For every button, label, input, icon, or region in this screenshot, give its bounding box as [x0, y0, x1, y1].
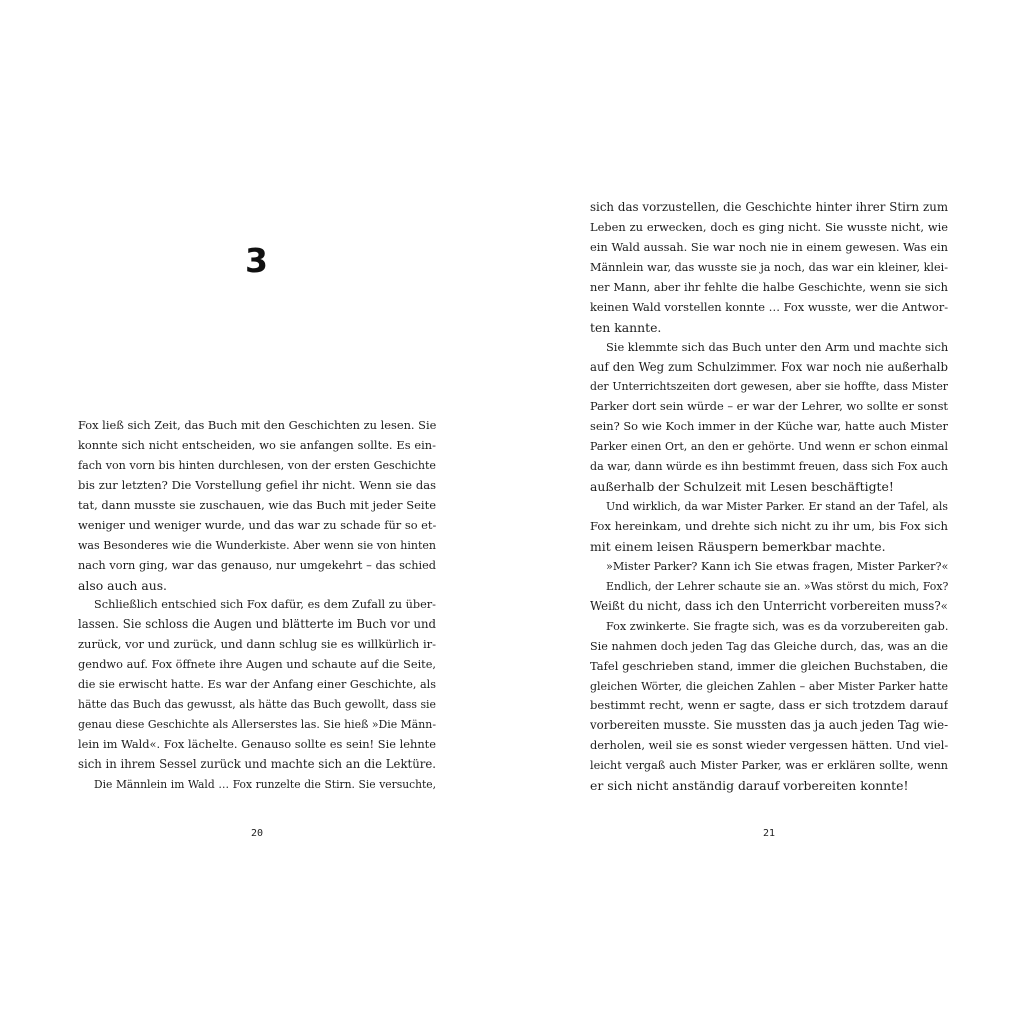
text-line: außerhalb der Schulzeit mit Lesen beschäftigte!	[590, 479, 894, 495]
text-line: sich in ihrem Sessel zurück und machte sich an die Lektüre.	[78, 756, 436, 771]
text-line: vorbereiten musste. Sie mussten das ja auch jeden Tag wie-	[590, 718, 948, 733]
text-line: fach von vorn bis hinten durchlesen, von der ersten Geschichte	[78, 458, 436, 472]
right-page-number: 21	[762, 828, 776, 839]
text-line: Sie nahmen doch jeden Tag das Gleiche durch, das, was an die	[590, 639, 948, 653]
text-line: die sie erwischt hatte. Es war der Anfang einer Geschichte, als	[78, 678, 436, 692]
text-line: »Mister Parker? Kann ich Sie etwas fragen, Mister Parker?«	[606, 559, 948, 573]
text-line: Fox hereinkam, und drehte sich nicht zu ihr um, bis Fox sich	[590, 519, 948, 533]
text-line: derholen, weil sie es sonst wieder vergessen hätten. Und viel-	[590, 738, 948, 753]
text-line: genau diese Geschichte als Allerserstes las. Sie hieß »Die Männ-	[78, 718, 436, 732]
text-line: ten kannte.	[590, 319, 662, 335]
text-line: Fox ließ sich Zeit, das Buch mit den Geschichten zu lesen. Sie	[78, 418, 436, 432]
text-line: Weißt du nicht, dass ich den Unterricht vorbereiten muss?«	[590, 598, 948, 613]
text-line: bestimmt recht, wenn er sagte, dass er sich trotzdem darauf	[590, 698, 948, 713]
text-line: bis zur letzten? Die Vorstellung gefiel ihr nicht. Wenn sie das	[78, 477, 436, 492]
text-line: keinen Wald vorstellen konnte … Fox wusste, wer die Antwor-	[590, 299, 948, 314]
text-line: konnte sich nicht entscheiden, wo sie anfangen sollte. Es ein-	[78, 437, 436, 452]
text-line: Männlein war, das wusste sie ja noch, das war ein kleiner, klei-	[590, 260, 948, 274]
text-line: Und wirklich, da war Mister Parker. Er stand an der Tafel, als	[606, 500, 948, 514]
right-page-text	[590, 198, 948, 796]
text-line: Fox zwinkerte. Sie fragte sich, was es da vorzubereiten gab.	[606, 619, 948, 633]
text-line: was Besonderes wie die Wunderkiste. Aber wenn sie von hinten	[78, 538, 436, 552]
text-line: Die Männlein im Wald … Fox runzelte die Stirn. Sie versuchte,	[94, 777, 436, 791]
chapter-number: 3	[245, 241, 268, 280]
text-line: der Unterrichtszeiten dort gewesen, aber sie hoffte, dass Mister	[590, 380, 948, 394]
text-line: Parker dort sein würde – er war der Lehrer, wo sollte er sonst	[590, 399, 948, 414]
text-line: gendwo auf. Fox öffnete ihre Augen und schaute auf die Seite,	[78, 658, 436, 672]
text-line: also auch aus.	[78, 577, 167, 593]
text-line: Leben zu erwecken, doch es ging nicht. Sie wusste nicht, wie	[590, 219, 948, 234]
left-page-text	[78, 416, 436, 795]
text-line: gleichen Wörter, die gleichen Zahlen – aber Mister Parker hatte	[590, 679, 948, 693]
text-line: mit einem leisen Räuspern bemerkbar machte.	[590, 538, 886, 554]
text-line: sich das vorzustellen, die Geschichte hinter ihrer Stirn zum	[590, 200, 948, 214]
text-line: leicht vergaß auch Mister Parker, was er erklären sollte, wenn	[590, 759, 948, 773]
text-line: zurück, vor und zurück, und dann schlug sie es willkürlich ir-	[78, 637, 436, 652]
text-line: sein? So wie Koch immer in der Küche war, hatte auch Mister	[590, 419, 948, 434]
text-line: er sich nicht anständig darauf vorbereiten konnte!	[590, 778, 909, 794]
text-line: Parker einen Ort, an den er gehörte. Und wenn er schon einmal	[590, 440, 948, 454]
text-line: weniger und weniger wurde, und das war zu schade für so et-	[78, 517, 436, 532]
text-line: da war, dann würde es ihn bestimmt freuen, dass sich Fox auch	[590, 460, 948, 474]
text-line: ein Wald aussah. Sie war noch nie in einem gewesen. Was ein	[590, 239, 948, 254]
text-line: Schließlich entschied sich Fox dafür, es dem Zufall zu über-	[94, 598, 436, 612]
text-line: Sie klemmte sich das Buch unter den Arm und machte sich	[606, 339, 948, 354]
text-line: tat, dann musste sie zuschauen, wie das Buch mit jeder Seite	[78, 497, 436, 512]
text-line: lassen. Sie schloss die Augen und blätterte im Buch vor und	[78, 617, 436, 632]
text-line: lein im Wald«. Fox lächelte. Genauso sollte es sein! Sie lehnte	[78, 737, 436, 751]
text-line: auf den Weg zum Schulzimmer. Fox war noch nie außerhalb	[590, 359, 948, 374]
right-page	[512, 0, 1024, 1024]
text-line: ner Mann, aber ihr fehlte die halbe Geschichte, wenn sie sich	[590, 279, 948, 294]
text-line: Endlich, der Lehrer schaute sie an. »Was störst du mich, Fox?	[606, 579, 948, 593]
text-line: nach vorn ging, war das genauso, nur umgekehrt – das schied	[78, 558, 436, 572]
text-line: Tafel geschrieben stand, immer die gleichen Buchstaben, die	[590, 658, 948, 673]
left-page-number: 20	[250, 828, 264, 839]
text-line: hätte das Buch das gewusst, als hätte das Buch gewollt, dass sie	[78, 698, 436, 712]
